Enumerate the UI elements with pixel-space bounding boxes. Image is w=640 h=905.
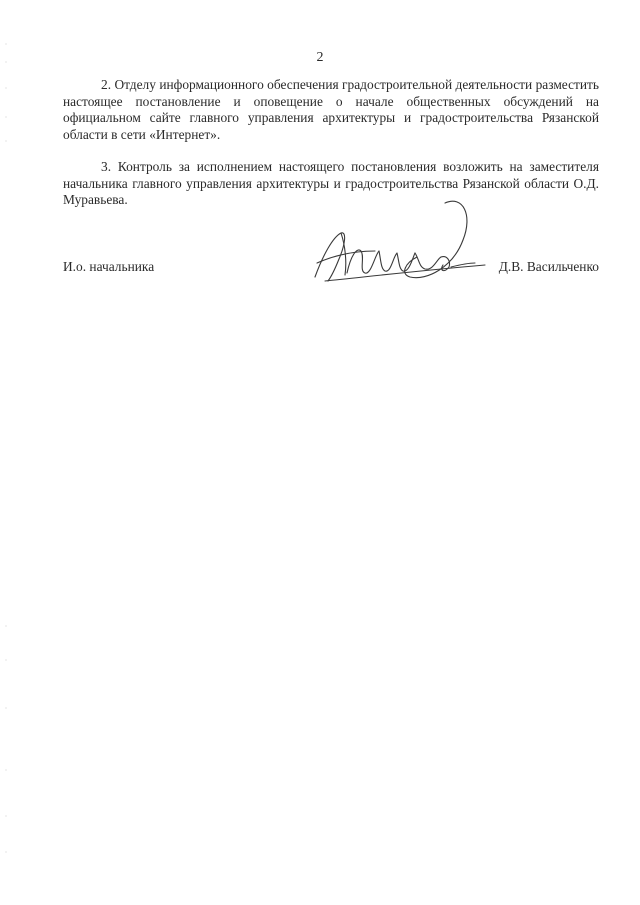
handwritten-signature: [295, 185, 495, 290]
signatory-role: И.о. начальника: [63, 259, 155, 274]
signatory-name: Д.В. Васильченко: [498, 259, 599, 274]
page-number: 2: [316, 50, 324, 65]
scan-margin-dots: [5, 620, 7, 860]
paragraph-number: 2.: [101, 77, 112, 92]
paragraph-2: [63, 77, 599, 143]
paragraph-text: Контроль за исполнением настоящего постановления возложить на заместителя начальника главного управления архитектуры и градостроительства Рязанской области О.Д. Муравьева.: [63, 159, 599, 207]
paragraph-text: Отделу информационного обеспечения градостроительной деятельности разместить настоящее постановление и оповещение о начале общественных обсуждений на официальном сайте главного управления архитектуры и градостроительства Рязанской области в сети «Интернет».: [63, 77, 599, 142]
paragraph-number: 3.: [101, 159, 112, 174]
